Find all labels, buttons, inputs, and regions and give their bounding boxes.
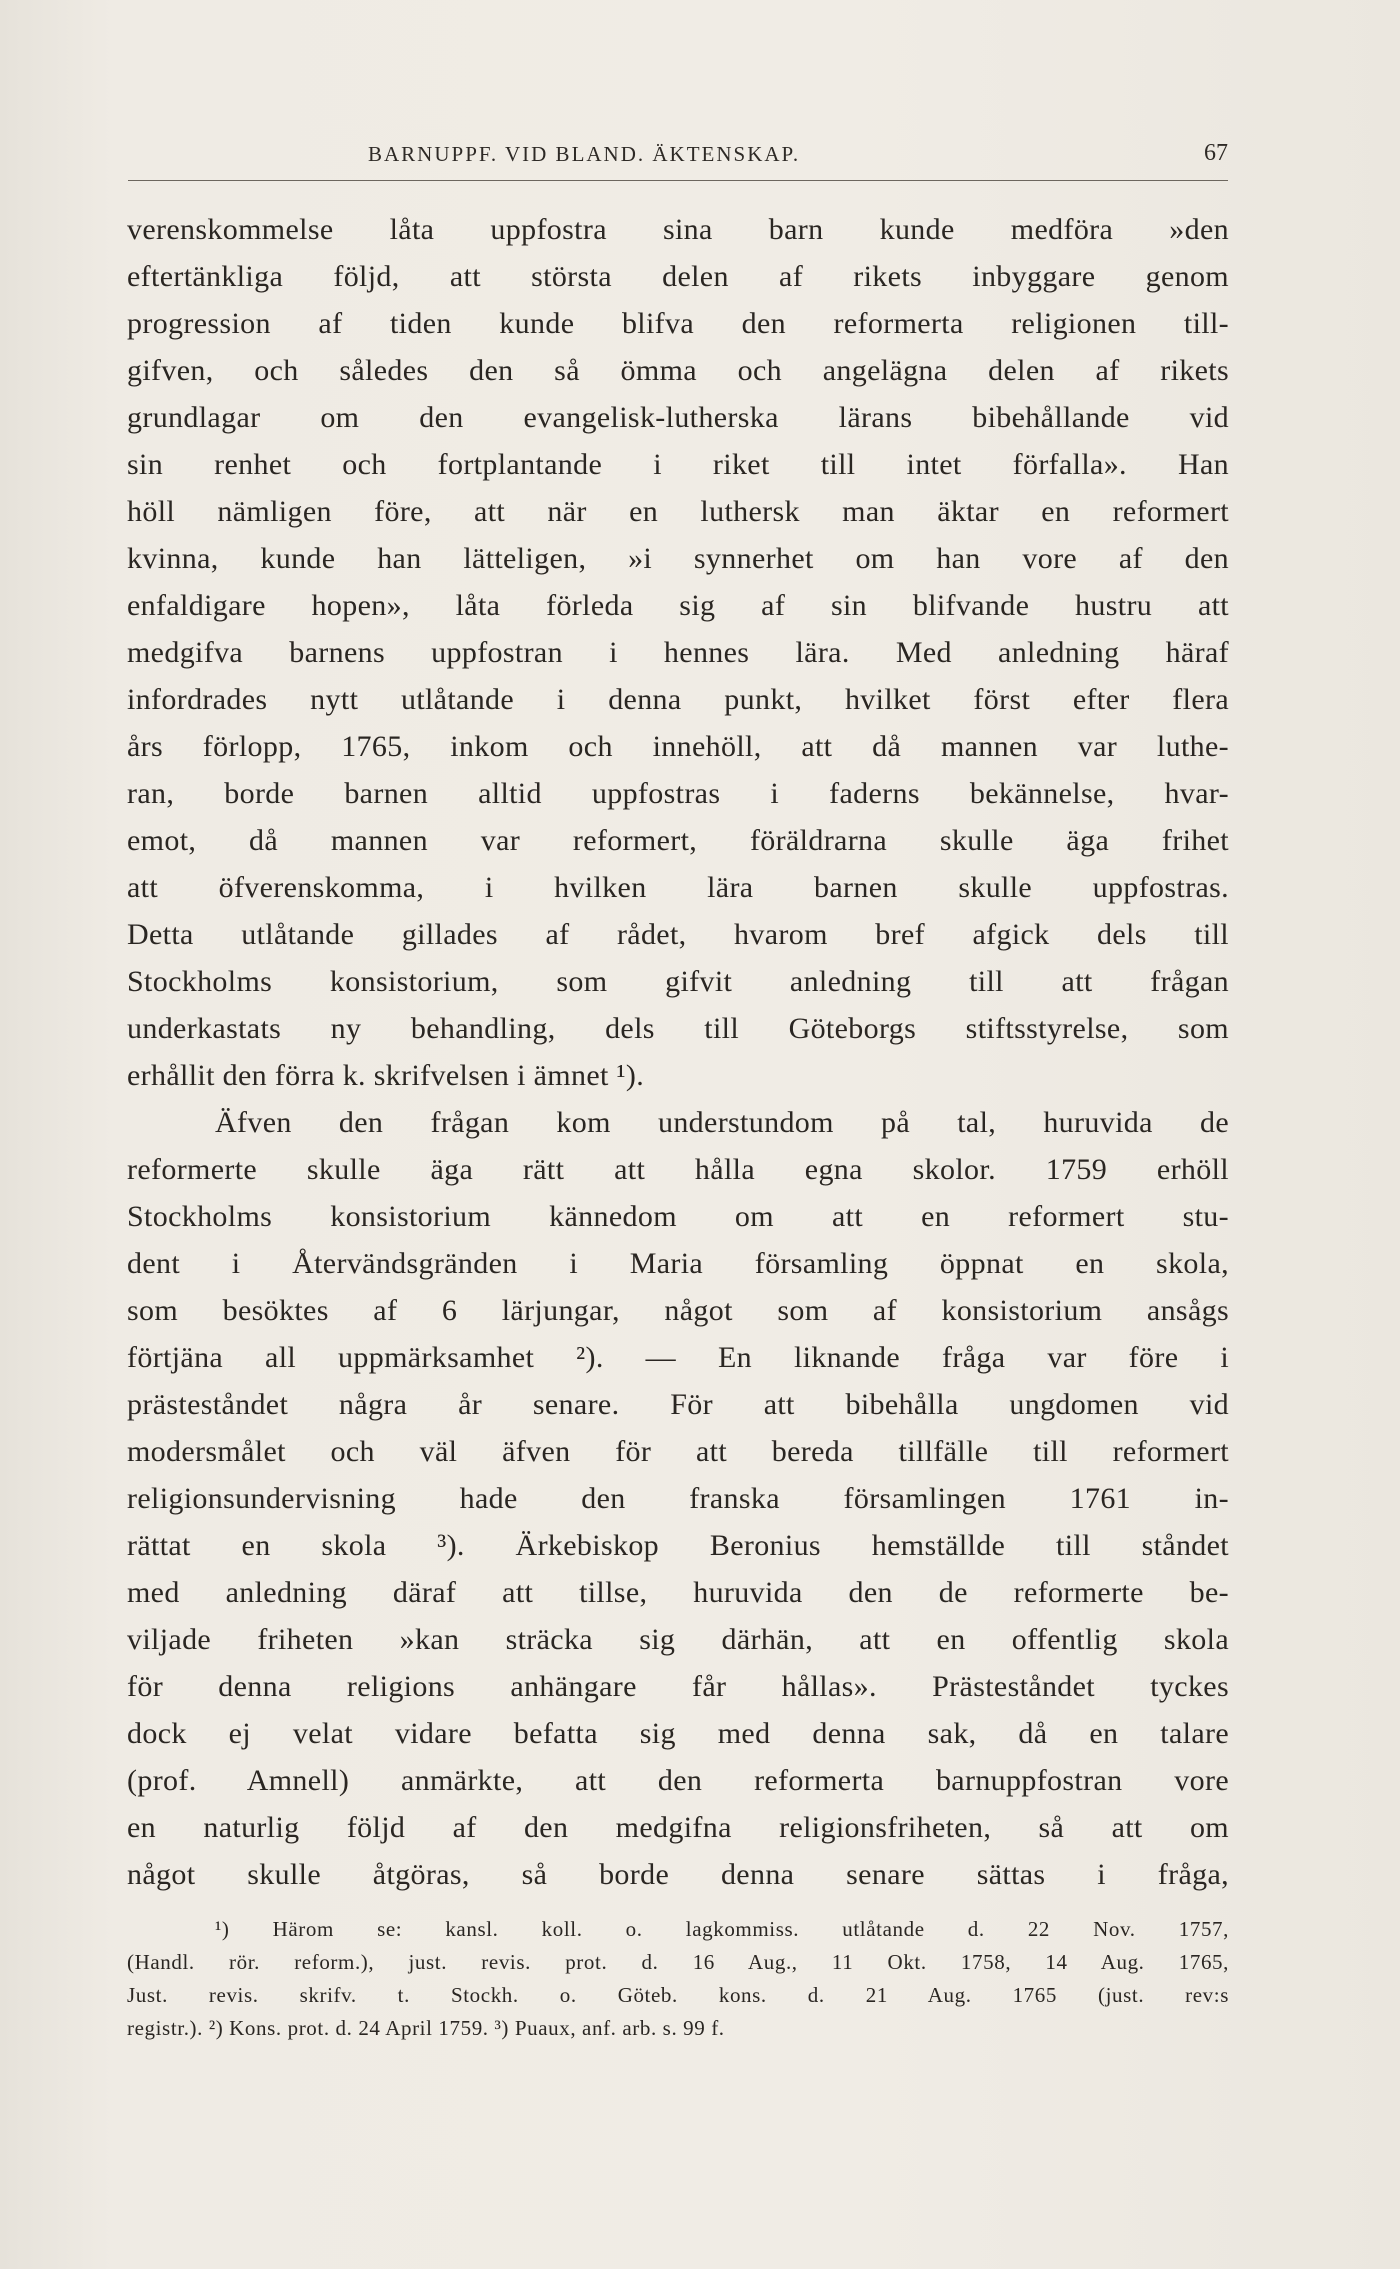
text-line: religionsundervisning hade den franska församlingen 1761 in- <box>127 1482 1229 1515</box>
text-line: modersmålet och väl äfven för att bereda tillfälle till reformert <box>127 1435 1229 1468</box>
footnotes <box>127 1913 1229 2045</box>
text-line: emot, då mannen var reformert, föräldrarna skulle äga frihet <box>127 824 1229 857</box>
text-line: förtjäna all uppmärksamhet ²). — En liknande fråga var före i <box>127 1341 1229 1374</box>
text-line: en naturlig följd af den medgifna religionsfriheten, så att om <box>127 1811 1229 1844</box>
text-line: underkastats ny behandling, dels till Göteborgs stiftsstyrelse, som <box>127 1012 1229 1045</box>
text-line: dock ej velat vidare befatta sig med denna sak, då en talare <box>127 1717 1229 1750</box>
text-line: verenskommelse låta uppfostra sina barn kunde medföra »den <box>127 213 1229 246</box>
text-line: något skulle åtgöras, så borde denna senare sättas i fråga, <box>127 1858 1229 1891</box>
text-line: Äfven den frågan kom understundom på tal, huruvida de <box>215 1106 1229 1139</box>
text-line: Stockholms konsistorium kännedom om att en reformert stu- <box>127 1200 1229 1233</box>
page-number: 67 <box>1204 140 1228 166</box>
text-line: för denna religions anhängare får hållas». Prästeståndet tyckes <box>127 1670 1229 1703</box>
text-line: som besöktes af 6 lärjungar, något som af konsistorium ansågs <box>127 1294 1229 1327</box>
text-line: medgifva barnens uppfostran i hennes lära. Med anledning häraf <box>127 636 1229 669</box>
text-line: kvinna, kunde han lätteligen, »i synnerhet om han vore af den <box>127 542 1229 575</box>
text-line: dent i Återvändsgränden i Maria församling öppnat en skola, <box>127 1247 1229 1280</box>
text-line: reformerte skulle äga rätt att hålla egna skolor. 1759 erhöll <box>127 1153 1229 1186</box>
footnote-line: (Handl. rör. reform.), just. revis. prot. d. 16 Aug., 11 Okt. 1758, 14 Aug. 1765, <box>127 1950 1229 1974</box>
footnote-line: ¹) Härom se: kansl. koll. o. lagkommiss. utlåtande d. 22 Nov. 1757, <box>215 1917 1229 1941</box>
text-line: (prof. Amnell) anmärkte, att den reformerta barnuppfostran vore <box>127 1764 1229 1797</box>
header-rule <box>128 180 1228 181</box>
text-line: ran, borde barnen alltid uppfostras i faderns bekännelse, hvar- <box>127 777 1229 810</box>
text-line: med anledning däraf att tillse, huruvida den de reformerte be- <box>127 1576 1229 1609</box>
page-header <box>128 138 1228 178</box>
text-line: Stockholms konsistorium, som gifvit anledning till att frågan <box>127 965 1229 998</box>
text-line: höll nämligen före, att när en luthersk man äktar en reformert <box>127 495 1229 528</box>
text-line: eftertänkliga följd, att största delen af rikets inbyggare genom <box>127 260 1229 293</box>
text-line: prästeståndet några år senare. För att bibehålla ungdomen vid <box>127 1388 1229 1421</box>
text-line: viljade friheten »kan sträcka sig därhän, att en offentlig skola <box>127 1623 1229 1656</box>
text-line: Detta utlåtande gillades af rådet, hvarom bref afgick dels till <box>127 918 1229 951</box>
text-line: att öfverenskomma, i hvilken lära barnen skulle uppfostras. <box>127 871 1229 904</box>
footnote-line: Just. revis. skrifv. t. Stockh. o. Göteb. kons. d. 21 Aug. 1765 (just. rev:s <box>127 1983 1229 2007</box>
text-line: rättat en skola ³). Ärkebiskop Beronius hemställde till ståndet <box>127 1529 1229 1562</box>
footnote-line: registr.). ²) Kons. prot. d. 24 April 1759. ³) Puaux, anf. arb. s. 99 f. <box>127 2016 725 2040</box>
text-line: progression af tiden kunde blifva den reformerta religionen till- <box>127 307 1229 340</box>
text-line: sin renhet och fortplantande i riket till intet förfalla». Han <box>127 448 1229 481</box>
text-line: erhållit den förra k. skrifvelsen i ämnet ¹). <box>127 1059 645 1092</box>
running-head: BARNUPPF. VID BLAND. ÄKTENSKAP. <box>368 142 801 166</box>
text-line: grundlagar om den evangelisk-lutherska lärans bibehållande vid <box>127 401 1229 434</box>
text-line: års förlopp, 1765, inkom och innehöll, att då mannen var luthe- <box>127 730 1229 763</box>
body-text <box>127 206 1229 1898</box>
text-line: infordrades nytt utlåtande i denna punkt, hvilket först efter flera <box>127 683 1229 716</box>
text-line: gifven, och således den så ömma och angelägna delen af rikets <box>127 354 1229 387</box>
text-line: enfaldigare hopen», låta förleda sig af sin blifvande hustru att <box>127 589 1229 622</box>
